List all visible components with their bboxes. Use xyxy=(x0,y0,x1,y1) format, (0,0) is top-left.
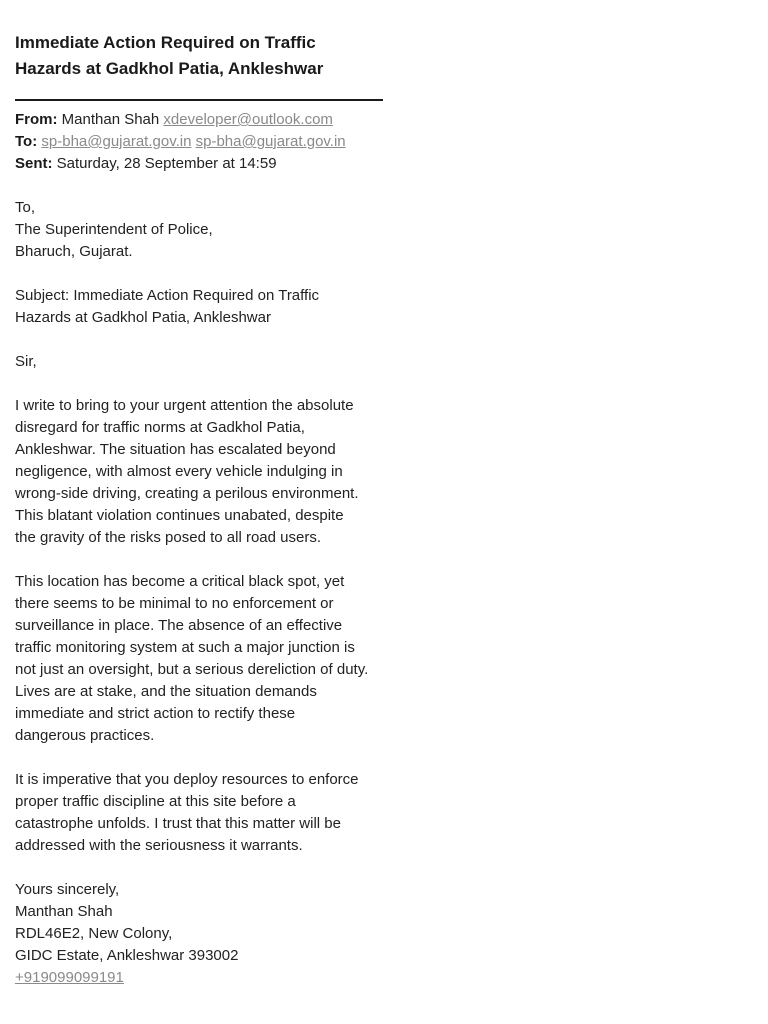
from-name: Manthan Shah xyxy=(61,111,160,128)
to-row xyxy=(15,131,395,153)
paragraph-3 xyxy=(15,769,395,857)
paragraph-line: disregard for traffic norms at Gadkhol Patia, xyxy=(15,419,305,436)
paragraph-line: surveillance in place. The absence of an effective xyxy=(15,617,343,634)
to-label: To: xyxy=(15,133,38,150)
paragraph-line: catastrophe unfolds. I trust that this matter will be xyxy=(15,815,341,832)
paragraph-line: I write to bring to your urgent attention the absolute xyxy=(15,397,354,414)
from-email-link[interactable]: xdeveloper@outlook.com xyxy=(163,111,333,128)
sent-row xyxy=(15,153,395,175)
paragraph-line: This blatant violation continues unabated, despite xyxy=(15,507,344,524)
from-label: From: xyxy=(15,111,58,128)
paragraph-line: traffic monitoring system at such a major junction is xyxy=(15,639,355,656)
signature-phone-link[interactable]: +919099099191 xyxy=(15,969,124,986)
subject-heading-line: Immediate Action Required on Traffic xyxy=(15,33,316,52)
sent-label: Sent: xyxy=(15,155,53,172)
signature-address-line: RDL46E2, New Colony, xyxy=(15,925,173,942)
paragraph-1 xyxy=(15,395,395,549)
paragraph-line: there seems to be minimal to no enforcement or xyxy=(15,595,334,612)
address-line: Bharuch, Gujarat. xyxy=(15,243,133,260)
letter-subject xyxy=(15,285,395,329)
subject-heading-line: Hazards at Gadkhol Patia, Ankleshwar xyxy=(15,59,324,78)
paragraph-line: the gravity of the risks posed to all road users. xyxy=(15,529,321,546)
address-line: The Superintendent of Police, xyxy=(15,221,213,238)
from-row xyxy=(15,109,395,131)
header-divider xyxy=(15,99,383,101)
paragraph-line: negligence, with almost every vehicle indulging in xyxy=(15,463,343,480)
subject-line: Subject: Immediate Action Required on Traffic xyxy=(15,287,320,304)
paragraph-line: addressed with the seriousness it warrants. xyxy=(15,837,303,854)
closing: Yours sincerely, xyxy=(15,881,120,898)
recipient-address xyxy=(15,197,395,263)
signature-name: Manthan Shah xyxy=(15,903,113,920)
paragraph-line: It is imperative that you deploy resources to enforce xyxy=(15,771,359,788)
paragraph-line: This location has become a critical black spot, yet xyxy=(15,573,345,590)
paragraph-line: Lives are at stake, and the situation demands xyxy=(15,683,317,700)
to-email-link[interactable]: sp-bha@gujarat.gov.in xyxy=(41,133,192,150)
paragraph-line: dangerous practices. xyxy=(15,727,155,744)
subject-line: Hazards at Gadkhol Patia, Ankleshwar xyxy=(15,309,271,326)
paragraph-line: Ankleshwar. The situation has escalated beyond xyxy=(15,441,336,458)
address-line: To, xyxy=(15,199,36,216)
signature-address-line: GIDC Estate, Ankleshwar 393002 xyxy=(15,947,239,964)
paragraph-line: wrong-side driving, creating a perilous environment. xyxy=(15,485,359,502)
email-meta xyxy=(15,109,395,175)
sent-value: Saturday, 28 September at 14:59 xyxy=(56,155,277,172)
email-body xyxy=(15,197,395,989)
paragraph-2 xyxy=(15,571,395,747)
email-content xyxy=(15,30,395,1011)
salutation: Sir, xyxy=(15,353,37,370)
paragraph-line: immediate and strict action to rectify these xyxy=(15,705,296,722)
to-email-link[interactable]: sp-bha@gujarat.gov.in xyxy=(195,133,346,150)
paragraph-line: not just an oversight, but a serious dereliction of duty. xyxy=(15,661,369,678)
email-subject-heading xyxy=(15,30,355,82)
signature-block xyxy=(15,879,395,989)
paragraph-line: proper traffic discipline at this site before a xyxy=(15,793,296,810)
